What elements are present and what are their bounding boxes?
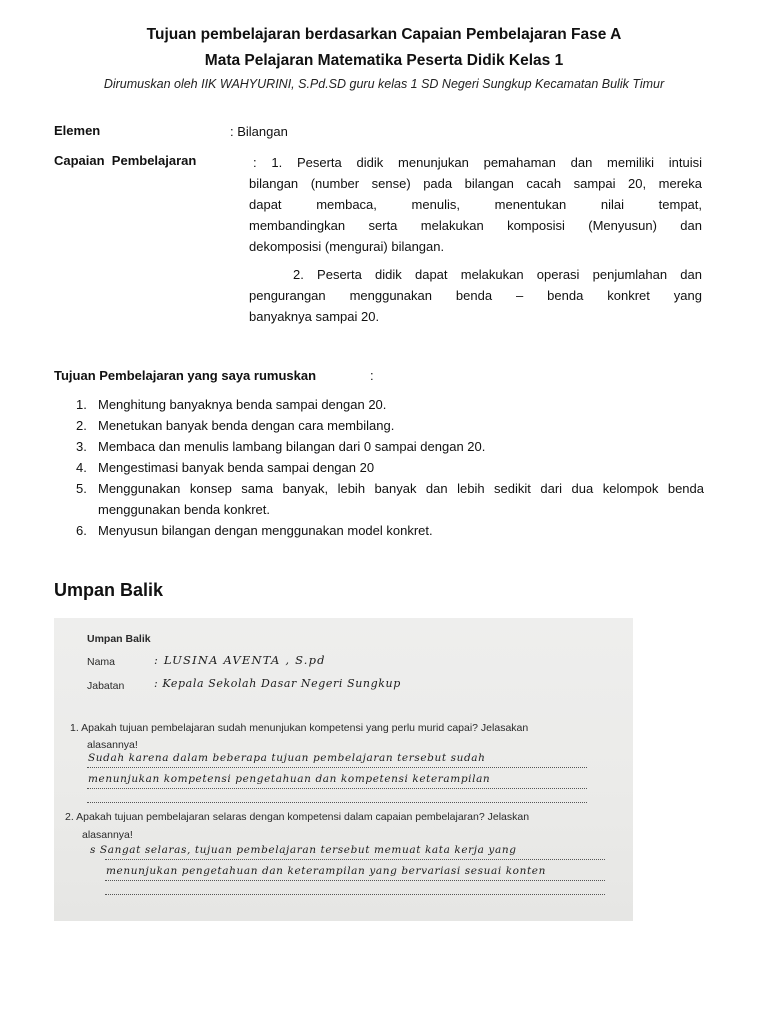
document-title: Tujuan pembelajaran berdasarkan Capaian Pembelajaran Fase A bbox=[146, 26, 622, 43]
list-item bbox=[54, 457, 704, 478]
capaian-point-1 bbox=[249, 152, 702, 257]
item-number: 3. bbox=[76, 439, 87, 454]
photo-answer-2-line2: menunjukan pengetahuan dan keterampilan yang bervariasi sesuai konten bbox=[106, 865, 546, 877]
photo-nama-value: : LUSINA AVENTA , S.pd bbox=[154, 653, 326, 667]
item-number: 1. bbox=[76, 397, 87, 412]
item-number: 4. bbox=[76, 460, 87, 475]
capaian-p2-line: pengurangan menggunakan benda – benda konkret yang bbox=[249, 288, 702, 303]
learning-goals-list bbox=[54, 394, 704, 541]
elemen-label: Elemen bbox=[54, 123, 101, 138]
tujuan-colon: : bbox=[370, 368, 374, 383]
list-item bbox=[54, 415, 704, 436]
item-number: 6. bbox=[76, 523, 87, 538]
capaian-label: Capaian Pembelajaran bbox=[54, 153, 197, 168]
list-item bbox=[54, 394, 704, 415]
photo-answer-1-line2: menunjukan kompetensi pengetahuan dan kompetensi keterampilan bbox=[88, 773, 491, 785]
list-item bbox=[54, 436, 704, 457]
document-subject-title: Mata Pelajaran Matematika Peserta Didik Kelas 1 bbox=[204, 52, 564, 69]
photo-dotted-line bbox=[105, 880, 605, 881]
capaian-p1-line: dekomposisi (mengurai) bilangan. bbox=[249, 239, 445, 254]
capaian-p1-line: dapat membaca, menulis, menentukan nilai tempat, bbox=[249, 197, 702, 212]
capaian-point-2 bbox=[249, 264, 702, 327]
section-heading-umpan-balik: Umpan Balik bbox=[54, 580, 164, 600]
photo-question-2-cont: alasannya! bbox=[82, 829, 133, 841]
item-number: 2. bbox=[76, 418, 87, 433]
document-author-line: Dirumuskan oleh IIK WAHYURINI, S.Pd.SD guru kelas 1 SD Negeri Sungkup Kecamatan Bulik Timur bbox=[103, 77, 665, 91]
capaian-p2-line: 2. Peserta didik dapat melakukan operasi penjumlahan dan bbox=[293, 267, 702, 282]
capaian-p1-line: : 1. Peserta didik menunjukan pemahaman dan memiliki intuisi bbox=[253, 155, 702, 170]
item-number: 5. bbox=[76, 481, 87, 496]
capaian-p1-line: bilangan (number sense) pada bilangan cacah sampai 20, mereka bbox=[249, 176, 702, 191]
photo-nama-label: Nama bbox=[87, 656, 116, 668]
elemen-value: : Bilangan bbox=[230, 124, 288, 139]
photo-dotted-line bbox=[105, 859, 605, 860]
capaian-p1-line: membandingkan serta melakukan komposisi (Menyusun) dan bbox=[249, 218, 702, 233]
photo-question-1-cont: alasannya! bbox=[87, 739, 138, 751]
photo-form-title: Umpan Balik bbox=[87, 633, 151, 645]
photo-dotted-line bbox=[87, 788, 587, 789]
photo-dotted-line bbox=[87, 802, 587, 803]
photo-question-2: 2. Apakah tujuan pembelajaran selaras dengan kompetensi dalam capaian pembelajaran? Jelaskan bbox=[65, 811, 530, 823]
photo-jabatan-value: : Kepala Sekolah Dasar Negeri Sungkup bbox=[154, 677, 401, 690]
item-text: Menetukan banyak benda dengan cara membilang. bbox=[98, 418, 395, 433]
photo-dotted-line bbox=[105, 894, 605, 895]
photo-dotted-line bbox=[87, 767, 587, 768]
item-text: Menggunakan konsep sama banyak, lebih banyak dan lebih sedikit dari dua kelompok benda menggunakan benda konkret. bbox=[98, 481, 704, 517]
capaian-p2-line: banyaknya sampai 20. bbox=[249, 309, 380, 324]
item-text: Menghitung banyaknya benda sampai dengan 20. bbox=[98, 397, 387, 412]
item-text: Mengestimasi banyak benda sampai dengan 20 bbox=[98, 460, 375, 475]
photo-question-1: 1. Apakah tujuan pembelajaran sudah menunjukan kompetensi yang perlu murid capai? Jelasakan bbox=[70, 722, 529, 734]
photo-answer-1-line1: Sudah karena dalam beberapa tujuan pembelajaran tersebut sudah bbox=[88, 752, 486, 764]
list-item bbox=[54, 478, 704, 520]
item-text: Menyusun bilangan dengan menggunakan model konkret. bbox=[98, 523, 433, 538]
tujuan-label: Tujuan Pembelajaran yang saya rumuskan bbox=[54, 368, 317, 383]
photo-jabatan-label: Jabatan bbox=[87, 680, 125, 692]
item-text: Membaca dan menulis lambang bilangan dari 0 sampai dengan 20. bbox=[98, 439, 486, 454]
feedback-form-photo bbox=[54, 618, 633, 921]
list-item bbox=[54, 520, 704, 541]
photo-answer-2-line1: s Sangat selaras, tujuan pembelajaran tersebut memuat kata kerja yang bbox=[90, 844, 517, 856]
